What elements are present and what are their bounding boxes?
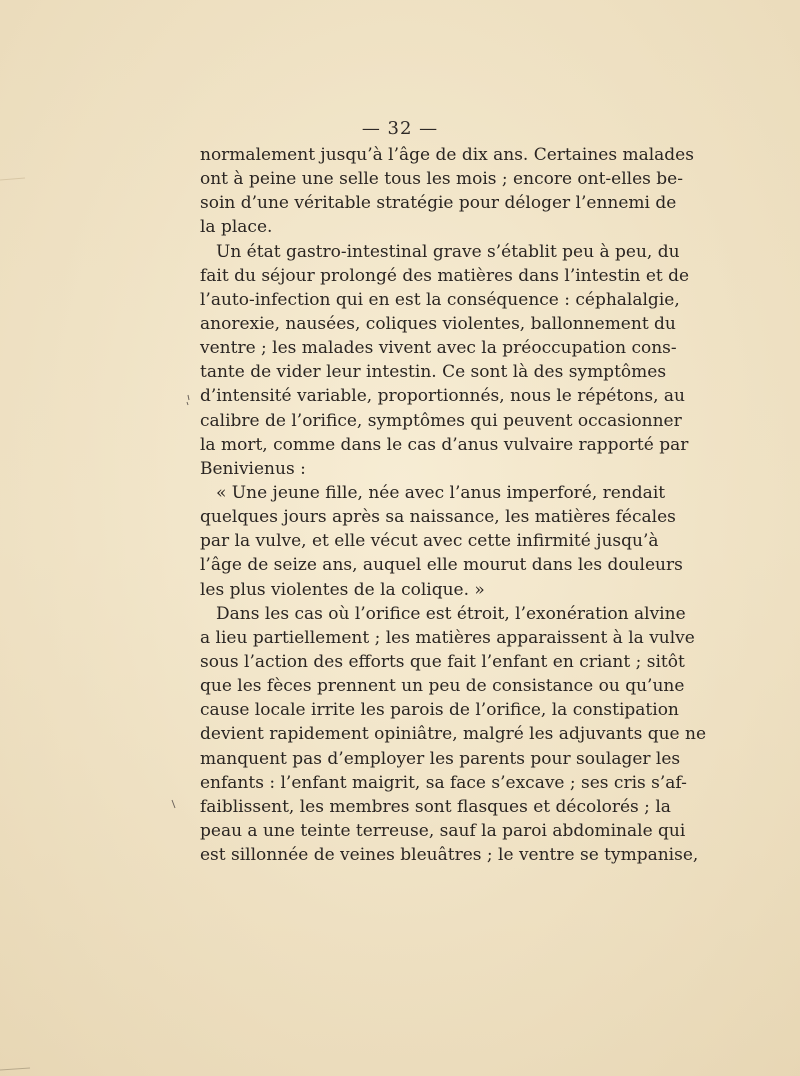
text-line: calibre de l’orifice, symptômes qui peuvent occasionner	[200, 410, 682, 431]
text-line: fait du séjour prolongé des matières dans l’intestin et de	[200, 265, 690, 286]
page-number: — 32 —	[361, 118, 439, 139]
margin-speck	[188, 395, 189, 400]
text-line: faiblissent, les membres sont flasques et décolorés ; la	[200, 796, 671, 817]
text-line: a lieu partiellement ; les matières apparaissent à la vulve	[200, 627, 695, 648]
body-text	[200, 143, 706, 867]
text-line: soin d’une véritable stratégie pour déloger l’ennemi de	[200, 193, 677, 214]
quote-line: par la vulve, et elle vécut avec cette infirmité jusqu’à	[200, 531, 659, 552]
text-line: normalement jusqu’à l’âge de dix ans. Certaines malades	[200, 145, 694, 165]
text-line: ont à peine une selle tous les mois ; encore ont-elles be-	[200, 169, 683, 190]
quote-line: l’âge de seize ans, auquel elle mourut dans les douleurs	[200, 555, 683, 576]
text-line: tante de vider leur intestin. Ce sont là des symptômes	[200, 362, 667, 383]
text-line: la mort, comme dans le cas d’anus vulvaire rapporté par	[200, 434, 689, 455]
text-line: cause locale irrite les parois de l’orifice, la constipation	[200, 700, 679, 721]
quote-line: « Une jeune fille, née avec l’anus imperforé, rendait	[216, 482, 666, 503]
text-line: Dans les cas où l’orifice est étroit, l’exonération alvine	[216, 603, 686, 624]
text-line: sous l’action des efforts que fait l’enfant en criant ; sitôt	[200, 651, 685, 672]
text-line: d’intensité variable, proportionnés, nous le répétons, au	[200, 386, 685, 407]
text-line: que les fèces prennent un peu de consistance ou qu’une	[200, 676, 685, 697]
quote-line: les plus violentes de la colique. »	[200, 579, 485, 600]
text-line: Benivienus :	[200, 458, 306, 479]
text-line: la place.	[200, 217, 273, 238]
quote-line: quelques jours après sa naissance, les matières fécales	[200, 507, 676, 528]
margin-speck	[172, 800, 175, 808]
paper-crease	[0, 1068, 30, 1070]
text-line: ventre ; les malades vivent avec la préoccupation cons-	[200, 338, 677, 359]
margin-speck	[187, 402, 188, 405]
text-line: enfants : l’enfant maigrit, sa face s’excave ; ses cris s’af-	[200, 772, 687, 793]
text-line: anorexie, nausées, coliques violentes, ballonnement du	[200, 313, 676, 334]
text-line: est sillonnée de veines bleuâtres ; le ventre se tympanise,	[200, 845, 699, 866]
text-line: Un état gastro-intestinal grave s’établit peu à peu, du	[216, 241, 680, 262]
text-line: peau a une teinte terreuse, sauf la paroi abdominale qui	[200, 820, 686, 841]
paper-crease	[0, 178, 25, 180]
text-line: l’auto-infection qui en est la conséquence : céphalalgie,	[200, 289, 680, 310]
text-line: manquent pas d’employer les parents pour soulager les	[200, 748, 681, 769]
text-line: devient rapidement opiniâtre, malgré les adjuvants que ne	[200, 724, 706, 745]
